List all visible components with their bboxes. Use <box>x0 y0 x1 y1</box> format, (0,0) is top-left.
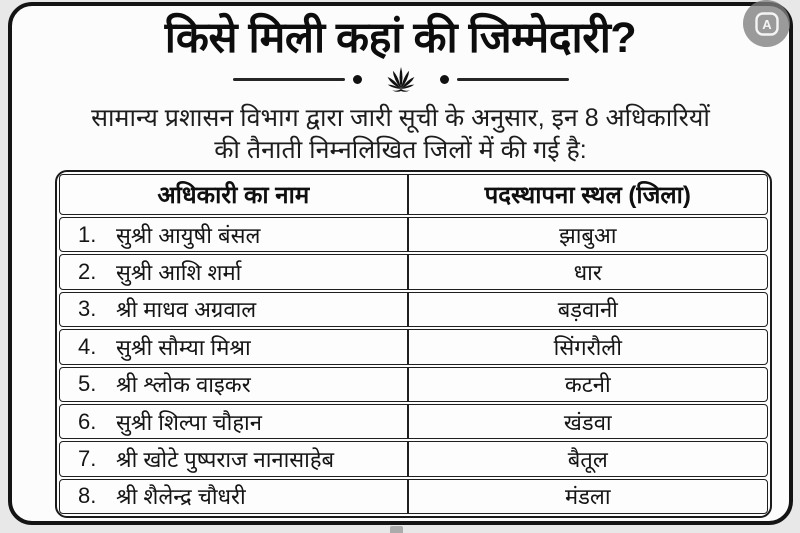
officer-number: 4. <box>78 333 97 359</box>
officer-number: 2. <box>78 259 97 285</box>
district-name: झाबुआ <box>559 222 617 248</box>
divider-dot-right <box>440 75 449 84</box>
svg-text:A: A <box>761 16 772 32</box>
district-name: मंडला <box>565 484 611 510</box>
column-header-officer-name-label: अधिकारी का नाम <box>157 182 310 209</box>
district-cell <box>409 405 767 438</box>
divider-line-left <box>233 78 345 81</box>
table-row <box>59 217 768 252</box>
divider-line-right <box>457 78 569 81</box>
officer-number: 7. <box>78 445 97 471</box>
officer-cell <box>60 368 409 401</box>
district-cell <box>409 330 767 363</box>
table-row <box>59 441 768 476</box>
officer-name: श्री शैलेन्द्र चौधरी <box>116 484 246 510</box>
district-cell <box>409 218 767 251</box>
column-header-district <box>409 175 767 214</box>
officer-cell <box>60 480 409 513</box>
district-cell <box>409 480 767 513</box>
officer-number: 8. <box>78 483 97 509</box>
officer-name: सुश्री आयुषी बंसल <box>116 222 261 248</box>
lotus-leaf-icon <box>372 65 430 93</box>
district-cell <box>409 442 767 475</box>
subtitle-line-2: की तैनाती निम्नलिखित जिलों में की गई है: <box>214 136 587 164</box>
ornamental-divider <box>12 65 789 93</box>
officer-name: सुश्री शिल्पा चौहान <box>116 409 262 435</box>
district-name: सिंगरौली <box>553 334 622 360</box>
subtitle-line-1: सामान्य प्रशासन विभाग द्वारा जारी सूची के अनुसार, इन 8 अधिकारियों <box>91 104 710 132</box>
officer-cell <box>60 218 409 251</box>
officer-name: श्री खोटे पुष्पराज नानासाहेब <box>116 446 335 472</box>
officer-number: 6. <box>78 408 97 434</box>
table-row <box>59 404 768 439</box>
district-cell <box>409 368 767 401</box>
subtitle <box>12 102 789 166</box>
table-row <box>59 479 768 514</box>
district-name: बड़वानी <box>557 297 618 323</box>
officer-number: 3. <box>78 296 97 322</box>
district-name: खंडवा <box>563 409 612 435</box>
table-row <box>59 367 768 402</box>
page-title: किसे मिली कहां की जिम्मेदारी? <box>164 14 637 62</box>
officer-cell <box>60 405 409 438</box>
translate-lens-icon <box>753 10 781 38</box>
officer-name: श्री श्लोक वाइकर <box>116 372 251 398</box>
officer-name: सुश्री सौम्या मिश्रा <box>116 334 251 360</box>
officer-name: श्री माधव अग्रवाल <box>116 297 257 323</box>
officer-number: 5. <box>78 371 97 397</box>
table-row <box>59 329 768 364</box>
officer-name: सुश्री आशि शर्मा <box>116 260 242 286</box>
officer-cell <box>60 442 409 475</box>
translate-badge[interactable] <box>743 0 790 47</box>
district-name: बैतूल <box>567 446 608 472</box>
officer-cell <box>60 293 409 326</box>
table-row <box>59 254 768 289</box>
table-row <box>59 292 768 327</box>
officer-number: 1. <box>78 221 97 247</box>
column-header-district-label: पदस्थापना स्थल (जिला) <box>484 182 691 209</box>
officer-cell <box>60 255 409 288</box>
district-cell <box>409 255 767 288</box>
column-header-officer-name <box>60 175 409 214</box>
district-cell <box>409 293 767 326</box>
table-header-row <box>59 174 768 215</box>
district-name: कटनी <box>564 372 611 398</box>
officer-cell <box>60 330 409 363</box>
officers-table <box>55 170 772 518</box>
district-name: धार <box>573 260 602 286</box>
divider-dot-left <box>353 75 362 84</box>
cropped-artifact <box>390 526 403 533</box>
